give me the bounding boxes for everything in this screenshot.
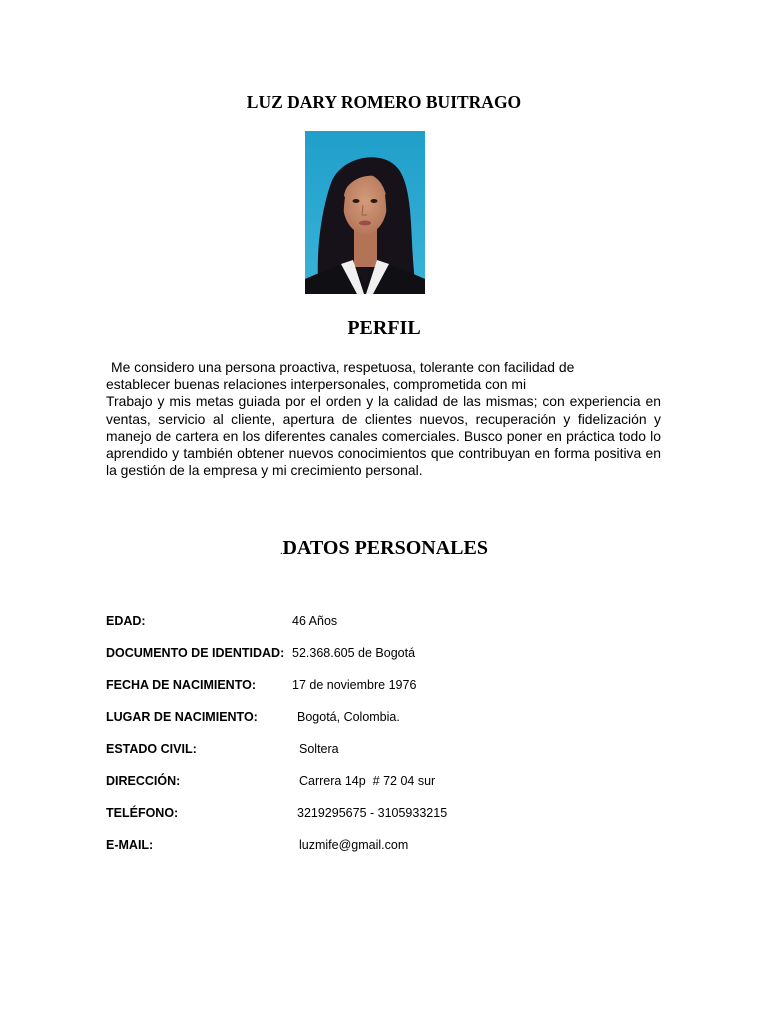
value-direccion: Carrera 14p # 72 04 sur <box>299 774 436 788</box>
profile-line: Me considero una persona proactiva, respetuosa, tolerante con facilidad de <box>111 359 575 375</box>
profile-line: manejo de cartera en los diferentes canales comerciales. Busco poner en práctica todo lo <box>106 427 661 444</box>
label-edad: EDAD: <box>106 614 146 628</box>
personal-data-list <box>106 605 666 861</box>
profile-heading: PERFIL <box>347 317 421 339</box>
row-email <box>106 829 666 861</box>
row-telefono <box>106 797 666 829</box>
profile-photo <box>305 131 425 294</box>
value-fecha-nacimiento: 17 de noviembre 1976 <box>292 678 417 692</box>
profile-line: establecer buenas relaciones interpersonales, comprometida con mi <box>106 376 527 393</box>
row-lugar-nacimiento <box>106 701 666 733</box>
right-eye <box>371 199 378 203</box>
value-lugar-nacimiento: Bogotá, Colombia. <box>297 710 400 724</box>
profile-paragraph <box>106 359 661 479</box>
profile-line: la gestión de la empresa y mi crecimiento personal. <box>106 462 423 479</box>
label-fecha-nacimiento: FECHA DE NACIMIENTO: <box>106 678 256 692</box>
row-fecha-nacimiento <box>106 669 666 701</box>
portrait-photo <box>305 131 425 294</box>
personal-data-heading <box>0 536 768 564</box>
candidate-name: LUZ DARY ROMERO BUITRAGO <box>246 92 522 112</box>
row-estado-civil <box>106 733 666 765</box>
row-direccion <box>106 765 666 797</box>
profile-line: aprendido y también obtener nuevos conocimientos que contribuyan en forma positiva en <box>106 444 661 461</box>
profile-line: ventas, servicio al cliente, apertura de clientes nuevos, recuperación y fidelización y <box>106 410 661 427</box>
label-direccion: DIRECCIÓN: <box>106 774 181 788</box>
label-lugar-nacimiento: LUGAR DE NACIMIENTO: <box>106 710 258 724</box>
row-edad <box>106 605 666 637</box>
value-edad: 46 Años <box>292 614 338 628</box>
profile-line: Trabajo y mis metas guiada por el orden y la calidad de las mismas; con experiencia en <box>106 393 661 410</box>
label-estado-civil: ESTADO CIVIL: <box>106 742 197 756</box>
left-eye <box>353 199 360 203</box>
heading-dot: . <box>280 546 283 557</box>
label-documento: DOCUMENTO DE IDENTIDAD: <box>106 646 285 660</box>
value-telefono: 3219295675 - 3105933215 <box>297 806 448 820</box>
label-telefono: TELÉFONO: <box>106 806 179 820</box>
value-documento: 52.368.605 de Bogotá <box>292 646 416 660</box>
label-email: E-MAIL: <box>106 838 154 852</box>
lips <box>359 221 371 226</box>
row-documento <box>106 637 666 669</box>
value-email: luzmife@gmail.com <box>299 838 409 852</box>
value-estado-civil: Soltera <box>299 742 339 756</box>
personal-data-heading-text: DATOS PERSONALES <box>282 537 488 559</box>
